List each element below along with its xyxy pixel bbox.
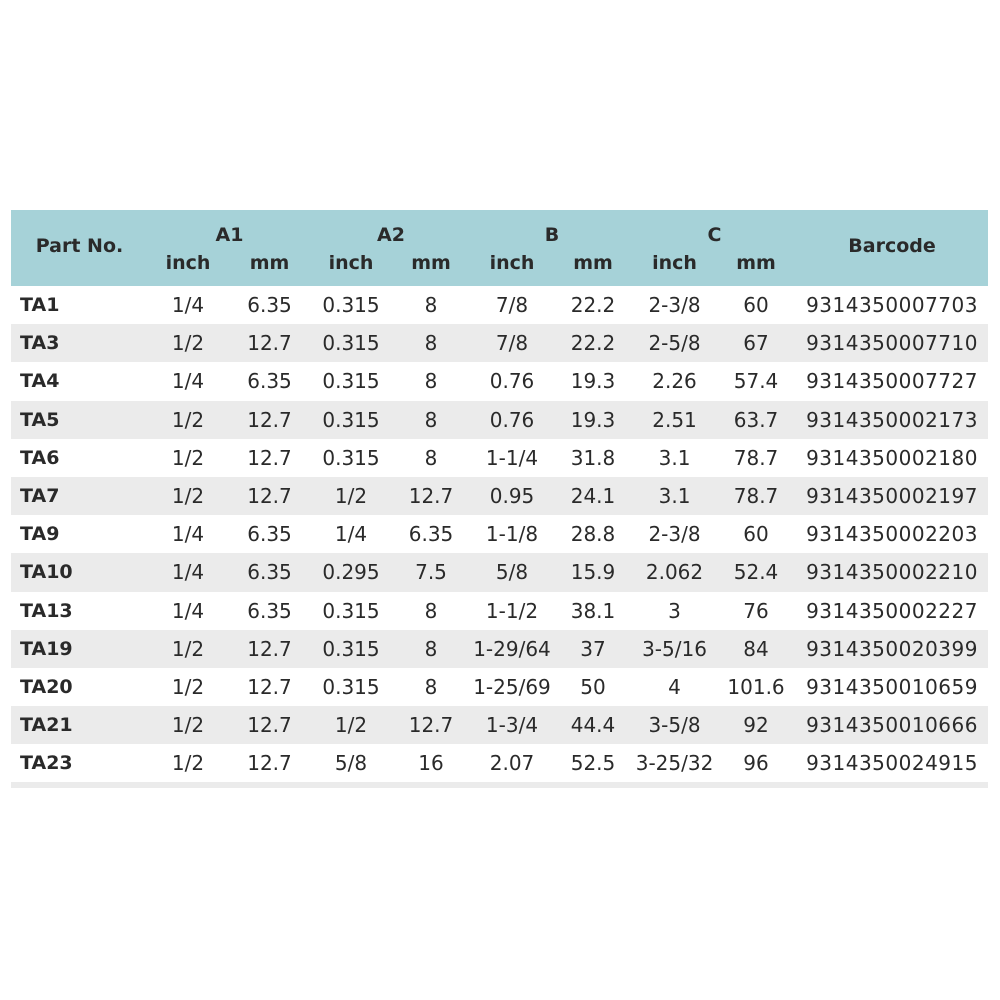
c-inch-cell: 3-5/16 xyxy=(642,636,707,661)
c-mm-cell: 76 xyxy=(743,598,769,623)
a2-inch-cell: 0.315 xyxy=(322,369,380,394)
b-mm-cell: 52.5 xyxy=(570,751,616,776)
a1-inch-cell: 1/2 xyxy=(171,484,205,509)
c-inch-cell: 2-3/8 xyxy=(648,293,701,318)
table-bottom-bar xyxy=(11,782,988,788)
b-inch-cell: 5/8 xyxy=(495,560,529,585)
barcode-cell: 9314350007727 xyxy=(806,369,978,394)
a1-mm-cell: 6.35 xyxy=(247,293,292,318)
barcode-cell: 9314350002227 xyxy=(806,598,978,623)
part-no-cell: TA4 xyxy=(20,370,60,393)
b-inch-cell: 1-3/4 xyxy=(485,713,539,738)
unit-header: mm xyxy=(573,252,613,274)
spec-table-container xyxy=(11,210,988,788)
table-row xyxy=(11,592,988,630)
barcode-cell: 9314350010666 xyxy=(806,713,978,738)
barcode-cell: 9314350024915 xyxy=(806,751,978,776)
table-row xyxy=(11,401,988,439)
part-no-cell: TA5 xyxy=(20,408,60,431)
a2-mm-cell: 8 xyxy=(424,598,438,623)
unit-header: inch xyxy=(328,252,374,274)
table-row xyxy=(11,439,988,477)
a2-mm-cell: 12.7 xyxy=(408,484,454,509)
a1-mm-cell: 12.7 xyxy=(247,445,292,470)
a1-inch-cell: 1/4 xyxy=(171,369,205,394)
a1-mm-cell: 12.7 xyxy=(247,713,292,738)
part-no-cell: TA23 xyxy=(20,752,73,775)
a2-mm-cell: 8 xyxy=(424,331,438,356)
part-no-cell: TA20 xyxy=(20,675,73,698)
a2-inch-cell: 1/2 xyxy=(334,713,368,738)
barcode-cell: 9314350002197 xyxy=(806,484,978,509)
unit-header: mm xyxy=(411,252,451,274)
table-row xyxy=(11,286,988,324)
a1-inch-cell: 1/2 xyxy=(171,331,205,356)
a2-mm-cell: 8 xyxy=(424,445,438,470)
table-row xyxy=(11,668,988,706)
group-header-a2: A2 xyxy=(377,224,405,246)
part-no-cell: TA21 xyxy=(20,714,73,737)
b-inch-cell: 7/8 xyxy=(495,331,529,356)
table-row xyxy=(11,630,988,668)
a1-mm-cell: 12.7 xyxy=(247,407,292,432)
c-mm-cell: 92 xyxy=(743,713,769,738)
header-group-row xyxy=(11,210,988,250)
barcode-cell: 9314350007710 xyxy=(806,331,978,356)
a2-mm-cell: 12.7 xyxy=(408,713,454,738)
c-mm-cell: 101.6 xyxy=(727,674,785,699)
a2-mm-cell: 7.5 xyxy=(415,560,447,585)
barcode-header: Barcode xyxy=(848,235,936,257)
b-mm-cell: 31.8 xyxy=(570,445,616,470)
a1-inch-cell: 1/4 xyxy=(171,560,205,585)
part-no-cell: TA13 xyxy=(20,599,73,622)
b-inch-cell: 0.95 xyxy=(489,484,535,509)
c-inch-cell: 2-3/8 xyxy=(648,522,701,547)
a2-inch-cell: 5/8 xyxy=(334,751,368,776)
b-inch-cell: 1-1/2 xyxy=(485,598,539,623)
unit-header: mm xyxy=(736,252,776,274)
b-mm-cell: 19.3 xyxy=(570,407,616,432)
part-no-cell: TA3 xyxy=(20,332,60,355)
b-mm-cell: 44.4 xyxy=(570,713,616,738)
a2-inch-cell: 0.315 xyxy=(322,293,380,318)
table-row xyxy=(11,744,988,782)
c-mm-cell: 84 xyxy=(743,636,769,661)
b-inch-cell: 1-25/69 xyxy=(473,674,551,699)
table-row xyxy=(11,706,988,744)
b-mm-cell: 28.8 xyxy=(570,522,616,547)
a2-mm-cell: 8 xyxy=(424,674,438,699)
a2-mm-cell: 16 xyxy=(418,751,444,776)
c-inch-cell: 2.51 xyxy=(652,407,697,432)
a1-mm-cell: 6.35 xyxy=(247,560,292,585)
c-inch-cell: 3.1 xyxy=(658,445,691,470)
c-mm-cell: 96 xyxy=(743,751,769,776)
table-row xyxy=(11,553,988,591)
spec-table xyxy=(11,210,988,782)
c-mm-cell: 67 xyxy=(743,331,769,356)
table-row xyxy=(11,515,988,553)
a2-mm-cell: 8 xyxy=(424,369,438,394)
b-mm-cell: 15.9 xyxy=(570,560,616,585)
part-no-cell: TA7 xyxy=(20,485,60,508)
unit-header: inch xyxy=(652,252,697,274)
table-row xyxy=(11,324,988,362)
b-mm-cell: 24.1 xyxy=(570,484,616,509)
b-inch-cell: 0.76 xyxy=(489,407,535,432)
part-no-cell: TA1 xyxy=(20,294,60,317)
c-inch-cell: 3 xyxy=(668,598,681,623)
b-mm-cell: 37 xyxy=(580,636,606,661)
b-inch-cell: 2.07 xyxy=(489,751,535,776)
part-no-cell: TA6 xyxy=(20,446,60,469)
a1-mm-cell: 12.7 xyxy=(247,674,292,699)
a2-mm-cell: 8 xyxy=(424,407,438,432)
b-inch-cell: 0.76 xyxy=(489,369,535,394)
c-mm-cell: 63.7 xyxy=(733,407,779,432)
barcode-cell: 9314350020399 xyxy=(806,636,978,661)
a1-inch-cell: 1/4 xyxy=(171,293,205,318)
group-header-a1: A1 xyxy=(215,224,244,246)
unit-header: inch xyxy=(165,252,211,274)
c-inch-cell: 3-5/8 xyxy=(648,713,701,738)
table-row xyxy=(11,362,988,400)
unit-header: mm xyxy=(249,252,290,274)
table-header xyxy=(11,210,988,286)
a2-inch-cell: 0.315 xyxy=(322,331,380,356)
b-inch-cell: 1-1/8 xyxy=(485,522,539,547)
b-mm-cell: 50 xyxy=(580,674,606,699)
a1-inch-cell: 1/4 xyxy=(171,522,205,547)
c-mm-cell: 57.4 xyxy=(733,369,779,394)
a2-inch-cell: 0.315 xyxy=(322,445,380,470)
part-no-cell: TA19 xyxy=(20,637,73,660)
a2-inch-cell: 0.315 xyxy=(322,636,380,661)
a2-inch-cell: 0.295 xyxy=(322,560,380,585)
c-mm-cell: 60 xyxy=(743,522,769,547)
a1-inch-cell: 1/2 xyxy=(171,751,205,776)
b-inch-cell: 7/8 xyxy=(495,293,529,318)
a1-mm-cell: 6.35 xyxy=(247,598,292,623)
a1-inch-cell: 1/2 xyxy=(171,407,205,432)
part-no-header: Part No. xyxy=(35,235,124,257)
c-inch-cell: 3.1 xyxy=(658,484,691,509)
c-inch-cell: 3-25/32 xyxy=(635,751,714,776)
a1-inch-cell: 1/2 xyxy=(171,713,205,738)
a1-mm-cell: 6.35 xyxy=(247,369,292,394)
a1-mm-cell: 12.7 xyxy=(247,751,292,776)
c-inch-cell: 2-5/8 xyxy=(648,331,701,356)
a2-inch-cell: 0.315 xyxy=(322,674,380,699)
part-no-cell: TA9 xyxy=(20,523,60,546)
barcode-cell: 9314350007703 xyxy=(806,293,978,318)
b-mm-cell: 38.1 xyxy=(570,598,616,623)
c-mm-cell: 78.7 xyxy=(733,484,779,509)
c-mm-cell: 52.4 xyxy=(733,560,779,585)
b-inch-cell: 1-1/4 xyxy=(485,445,539,470)
a1-inch-cell: 1/2 xyxy=(171,636,205,661)
group-header-c: C xyxy=(707,224,722,246)
c-inch-cell: 2.062 xyxy=(645,560,704,585)
c-inch-cell: 2.26 xyxy=(652,369,697,394)
table-body xyxy=(11,286,988,782)
a2-inch-cell: 0.315 xyxy=(322,407,380,432)
c-mm-cell: 60 xyxy=(743,293,769,318)
part-no-cell: TA10 xyxy=(20,561,73,584)
c-inch-cell: 4 xyxy=(668,674,681,699)
a2-inch-cell: 0.315 xyxy=(322,598,380,623)
b-mm-cell: 22.2 xyxy=(570,293,616,318)
a2-mm-cell: 8 xyxy=(424,636,438,661)
group-header-b: B xyxy=(544,224,560,246)
unit-header: inch xyxy=(489,252,535,274)
a1-mm-cell: 12.7 xyxy=(247,484,292,509)
b-mm-cell: 22.2 xyxy=(570,331,616,356)
barcode-cell: 9314350002210 xyxy=(806,560,978,585)
a2-mm-cell: 8 xyxy=(424,293,438,318)
table-row xyxy=(11,477,988,515)
c-mm-cell: 78.7 xyxy=(733,445,779,470)
barcode-cell: 9314350002173 xyxy=(806,407,978,432)
a2-mm-cell: 6.35 xyxy=(408,522,454,547)
a1-mm-cell: 6.35 xyxy=(247,522,292,547)
b-mm-cell: 19.3 xyxy=(570,369,616,394)
a2-inch-cell: 1/4 xyxy=(334,522,368,547)
a1-mm-cell: 12.7 xyxy=(247,636,292,661)
barcode-cell: 9314350010659 xyxy=(806,674,978,699)
a1-inch-cell: 1/2 xyxy=(171,674,205,699)
barcode-cell: 9314350002180 xyxy=(806,445,978,470)
a1-inch-cell: 1/4 xyxy=(171,598,205,623)
barcode-cell: 9314350002203 xyxy=(806,522,978,547)
a2-inch-cell: 1/2 xyxy=(334,484,368,509)
b-inch-cell: 1-29/64 xyxy=(473,636,551,661)
a1-inch-cell: 1/2 xyxy=(171,445,205,470)
a1-mm-cell: 12.7 xyxy=(247,331,292,356)
